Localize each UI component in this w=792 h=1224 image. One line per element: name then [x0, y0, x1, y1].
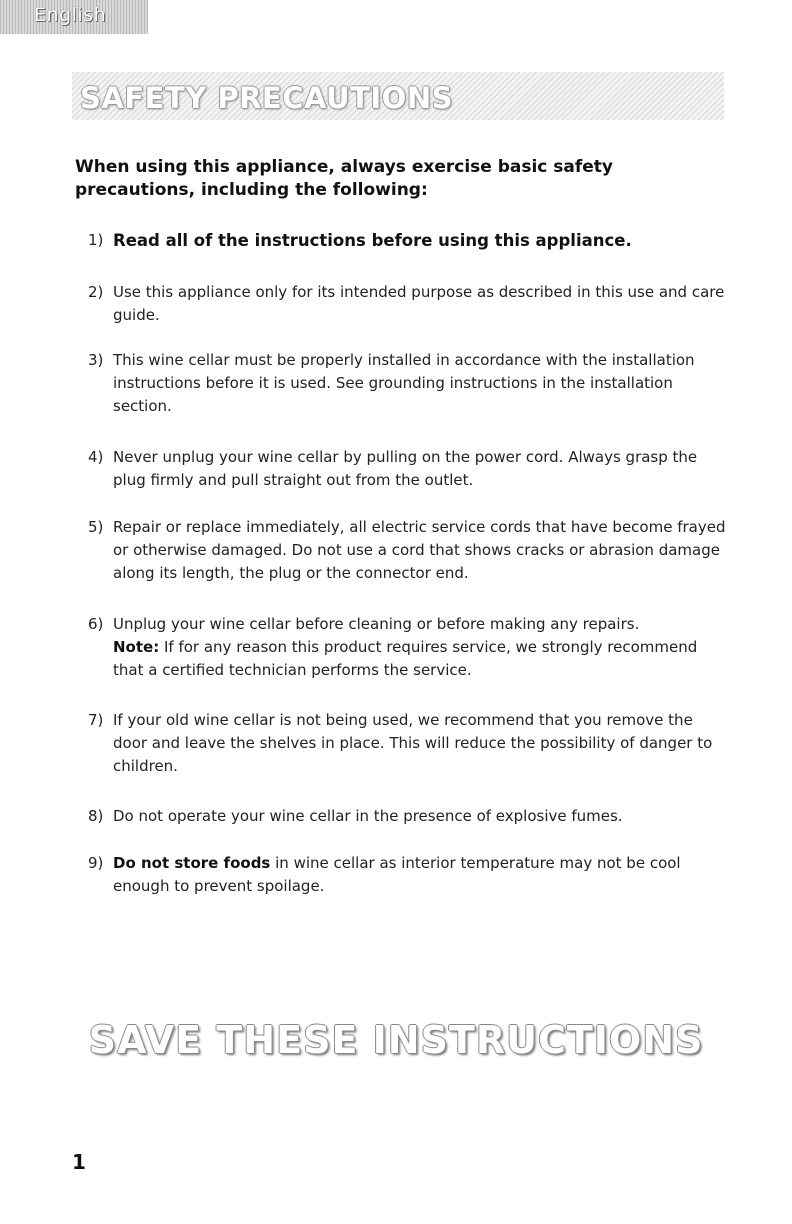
list-item-number: 5) — [88, 518, 104, 536]
list-item-text: If your old wine cellar is not being used, we recommend that you remove the door and leave the shelves in place. This will reduce the possibility of danger to children. — [113, 711, 713, 775]
intro-paragraph: When using this appliance, always exercise basic safety precautions, including the following: — [75, 157, 614, 200]
list-item-text: Use this appliance only for its intended purpose as described in this use and care guide. — [113, 283, 725, 324]
list-item-number: 3) — [88, 351, 104, 369]
language-tab-label: English — [34, 4, 107, 26]
list-item-text: Never unplug your wine cellar by pulling on the power cord. Always grasp the plug firmly and pull straight out from the outlet. — [113, 448, 698, 489]
list-item-number: 6) — [88, 615, 104, 633]
list-item — [88, 229, 728, 252]
page-number: 1 — [72, 1150, 86, 1174]
list-item-text-main: Unplug your wine cellar before cleaning or before making any repairs. — [113, 615, 640, 633]
list-item — [88, 516, 728, 585]
list-item — [88, 349, 728, 418]
language-tab — [0, 0, 148, 34]
list-item — [88, 852, 728, 898]
note-label: Note: — [113, 638, 160, 656]
list-item-text — [113, 613, 728, 682]
list-item — [88, 805, 728, 828]
list-item — [88, 446, 728, 492]
list-item-text-rest: in wine cellar as interior temperature may not be cool enough to prevent spoilage. — [113, 854, 681, 895]
list-item-number: 8) — [88, 807, 104, 825]
list-item-number: 4) — [88, 448, 104, 466]
list-item-text: Do not operate your wine cellar in the presence of explosive fumes. — [113, 807, 623, 825]
list-item-number: 9) — [88, 854, 104, 872]
list-item — [88, 613, 728, 682]
list-item-text: Repair or replace immediately, all electric service cords that have become frayed or otherwise damaged. Do not use a cord that shows cracks or abrasion damage along its length, the plug or the connector end. — [113, 518, 726, 582]
list-item-text: This wine cellar must be properly installed in accordance with the installation instructions before it is used. See grounding instructions in the installation section. — [113, 351, 695, 415]
note-text: If for any reason this product requires service, we strongly recommend that a certified technician performs the service. — [113, 638, 698, 679]
list-item-number: 7) — [88, 711, 104, 729]
list-item-number: 1) — [88, 231, 104, 249]
section-title-banner — [72, 72, 724, 120]
list-item-text: Read all of the instructions before using this appliance. — [113, 231, 632, 250]
list-item — [88, 709, 728, 778]
list-item-text — [113, 852, 728, 898]
list-item-number: 2) — [88, 283, 104, 301]
save-instructions-heading: SAVE THESE INSTRUCTIONS — [88, 1018, 704, 1062]
list-item — [88, 281, 728, 327]
list-item-bold-lead: Do not store foods — [113, 854, 271, 872]
section-title: SAFETY PRECAUTIONS — [80, 81, 453, 115]
